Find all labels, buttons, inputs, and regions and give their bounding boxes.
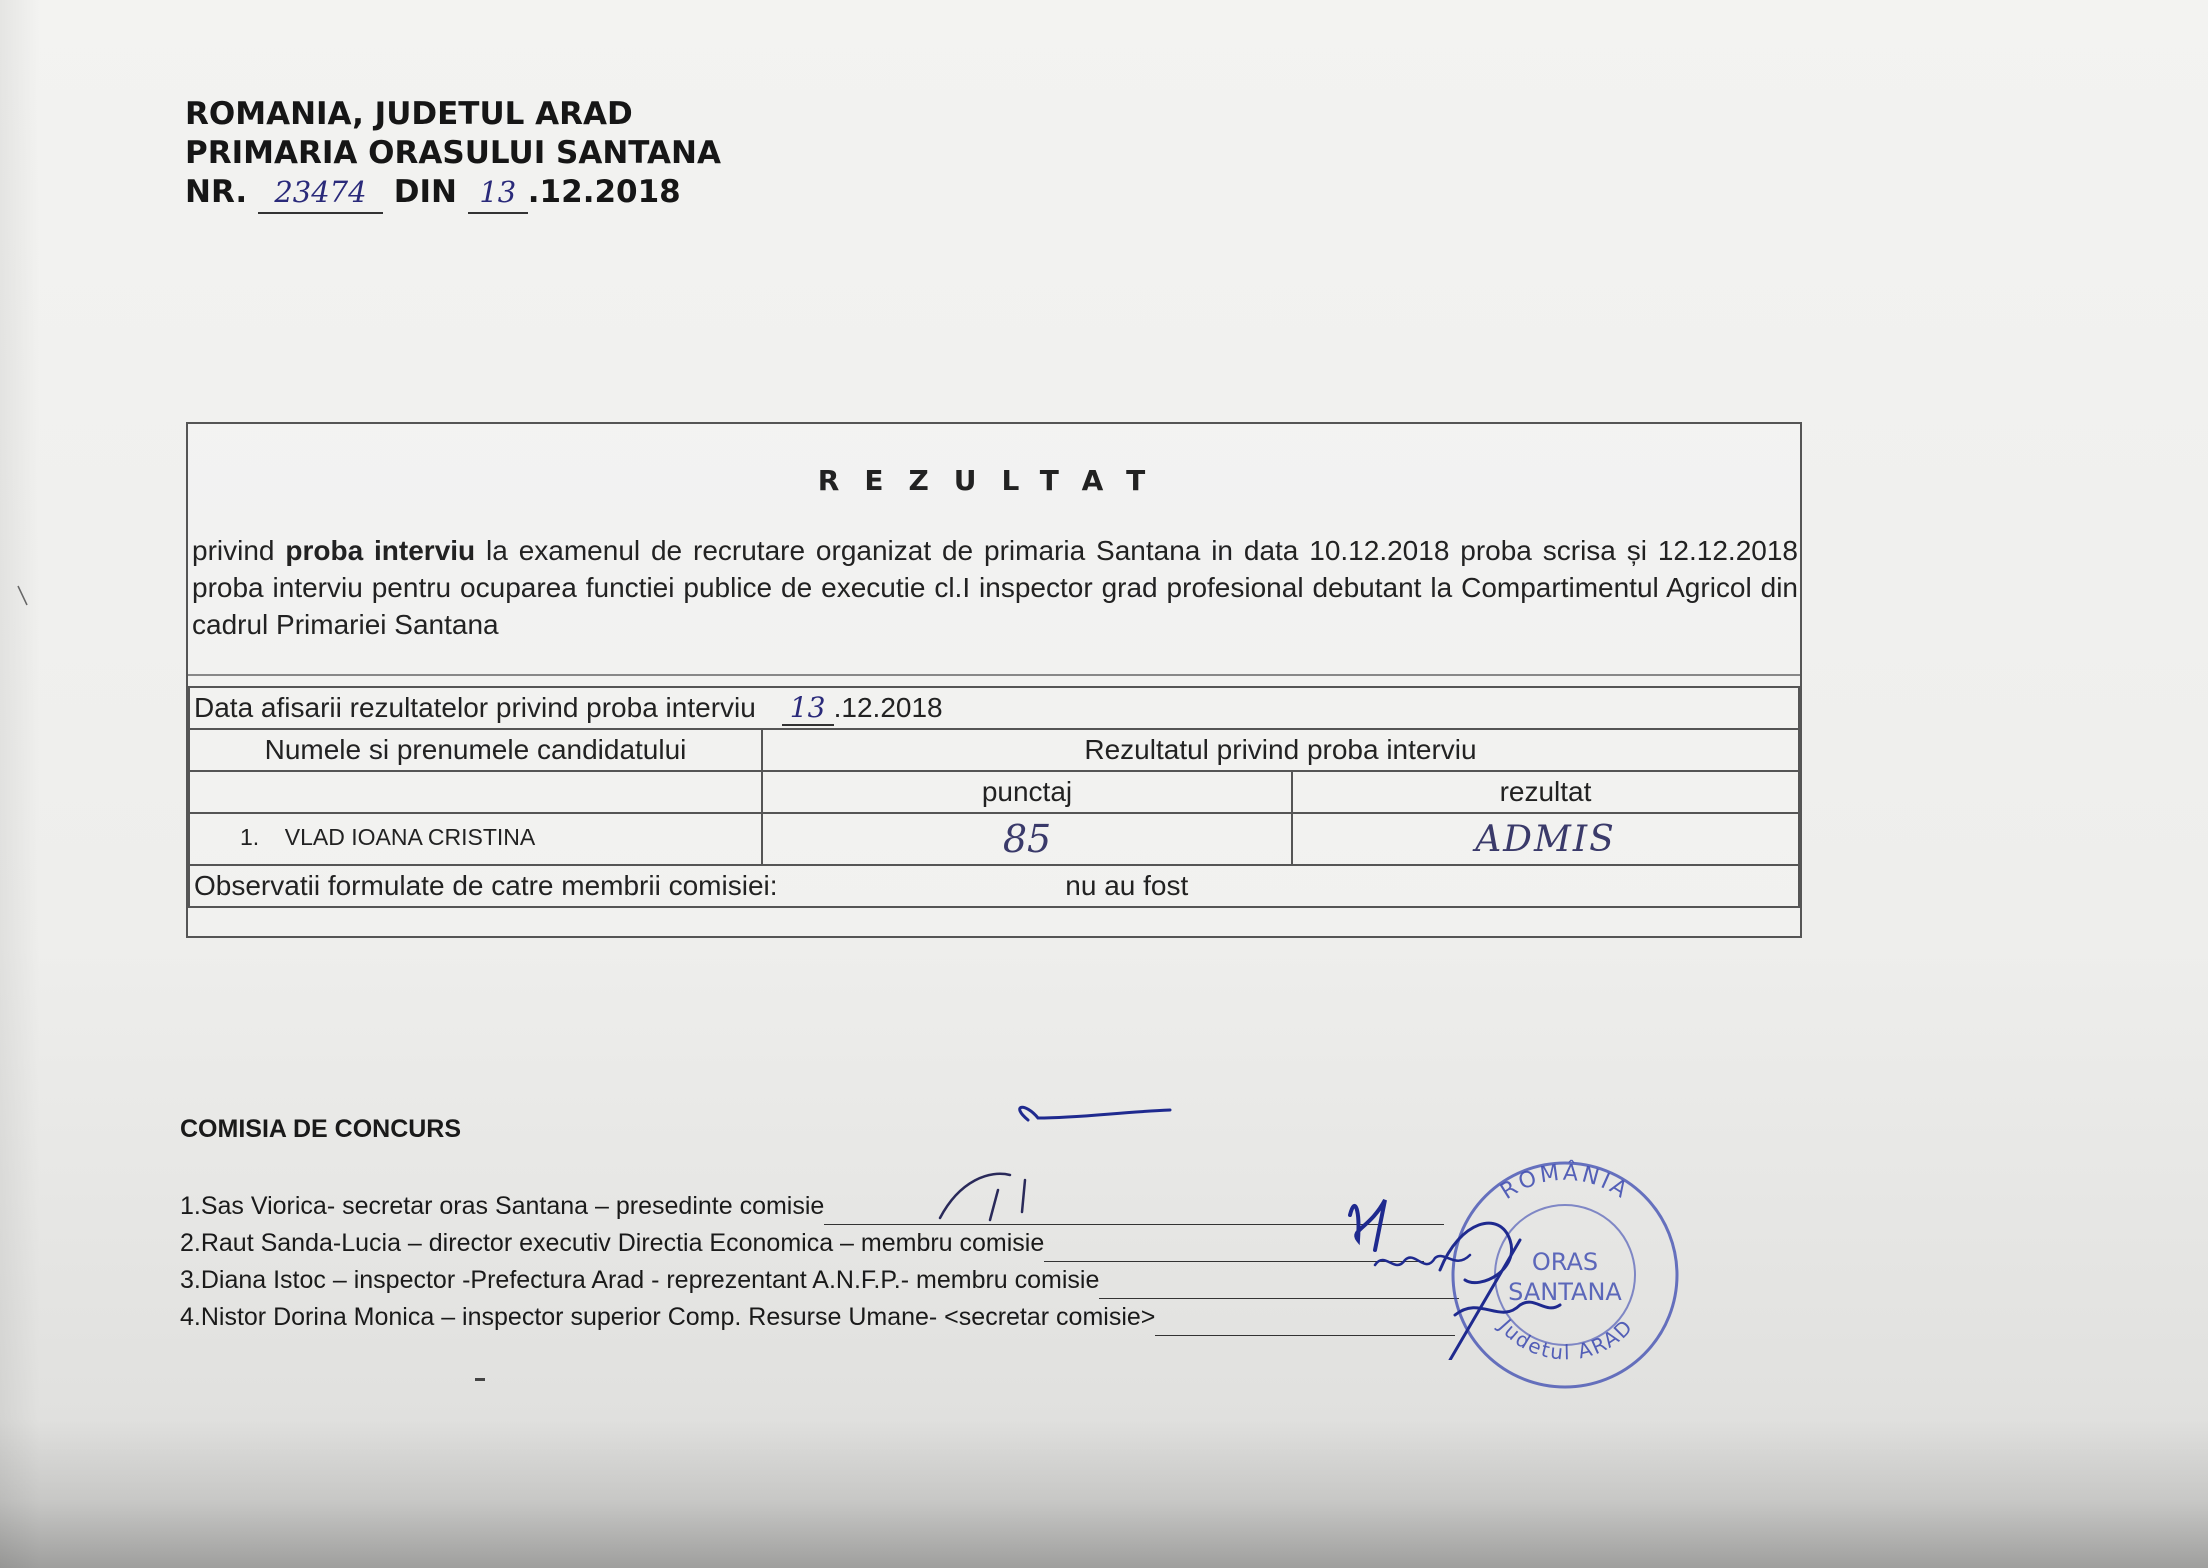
table-subheader-row — [189, 771, 1799, 813]
commission-title: COMISIA DE CONCURS — [180, 1115, 462, 1143]
col-result-header: rezultat — [1292, 771, 1799, 813]
intro-bold: proba interviu — [285, 535, 476, 566]
candidate-score-cell — [762, 813, 1292, 865]
candidate-score-handwritten: 85 — [1002, 817, 1052, 861]
candidate-index: 1. — [240, 824, 260, 850]
member-1-text: 1.Sas Viorica- secretar oras Santana – presedinte comisie — [180, 1192, 825, 1220]
table-row-observations — [189, 865, 1799, 907]
col-result-group-header: Rezultatul privind proba interviu — [762, 729, 1799, 771]
din-label: DIN — [393, 174, 457, 210]
stamp-middle-2: SANTANA — [1508, 1278, 1622, 1306]
intro-paragraph — [192, 532, 1798, 643]
candidate-name-cell — [189, 813, 762, 865]
handwritten-signatures — [880, 1100, 1600, 1360]
observations-cell — [189, 865, 1799, 907]
stray-mark — [16, 585, 30, 607]
table-row — [189, 813, 1799, 865]
stamp-middle-1: ORAS — [1531, 1248, 1599, 1276]
page-shadow-left — [0, 0, 40, 1568]
page-shadow-bottom — [0, 1418, 2208, 1568]
header-institution: PRIMARIA ORASULUI SANTANA — [185, 135, 721, 171]
member-2-text: 2.Raut Sanda-Lucia – director executiv Directia Economica – membru comisie — [180, 1229, 1045, 1257]
document-title: REZULTAT — [817, 464, 1171, 497]
candidate-result-cell — [1292, 813, 1799, 865]
stamp-bottom-text: Judetul ARAD — [1493, 1313, 1639, 1365]
result-frame — [186, 422, 1802, 938]
member-4-text: 4.Nistor Dorina Monica – inspector superior Comp. Resurse Umane- <secretar comisie> — [180, 1303, 1156, 1331]
stamp-top-text: ROMÂNIA — [1496, 1160, 1634, 1205]
intro-text-start: privind — [192, 535, 286, 566]
din-suffix: .12.2018 — [527, 174, 681, 210]
document-header — [185, 95, 721, 214]
header-registration — [185, 173, 721, 214]
date-suffix: .12.2018 — [833, 691, 943, 723]
date-day-handwritten: 13 — [782, 691, 834, 726]
divider — [188, 674, 1800, 676]
empty-cell — [189, 771, 762, 813]
header-country: ROMANIA, JUDETUL ARAD — [185, 96, 633, 132]
col-score-header: punctaj — [762, 771, 1292, 813]
table-row-date — [189, 687, 1799, 729]
nr-value-handwritten: 23474 — [258, 173, 383, 214]
member-3-text: 3.Diana Istoc – inspector -Prefectura Arad - reprezentant A.N.F.P.- membru comisie — [180, 1266, 1100, 1294]
col-name-header: Numele si prenumele candidatului — [189, 729, 762, 771]
observations-label: Observatii formulate de catre membrii comisiei: — [194, 870, 778, 901]
stray-dash — [475, 1378, 485, 1381]
observations-value: nu au fost — [1065, 870, 1189, 901]
nr-label: NR. — [185, 174, 248, 210]
candidate-name: VLAD IOANA CRISTINA — [284, 824, 536, 850]
results-table — [188, 686, 1800, 908]
din-day-handwritten: 13 — [468, 173, 528, 214]
table-header-row — [189, 729, 1799, 771]
date-label: Data afisarii rezultatelor privind proba interviu — [194, 691, 756, 723]
date-cell — [189, 687, 1799, 729]
intro-text-rest: la examenul de recrutare organizat de primaria Santana in data 10.12.2018 proba scrisa și 12.12.2018 proba interviu pentru ocuparea functiei publice de executie cl.I inspector grad profesional debutant la Compartimentul Agricol din cadrul Primariei Santana — [192, 535, 1798, 640]
candidate-result-handwritten: ADMIS — [1475, 818, 1616, 860]
